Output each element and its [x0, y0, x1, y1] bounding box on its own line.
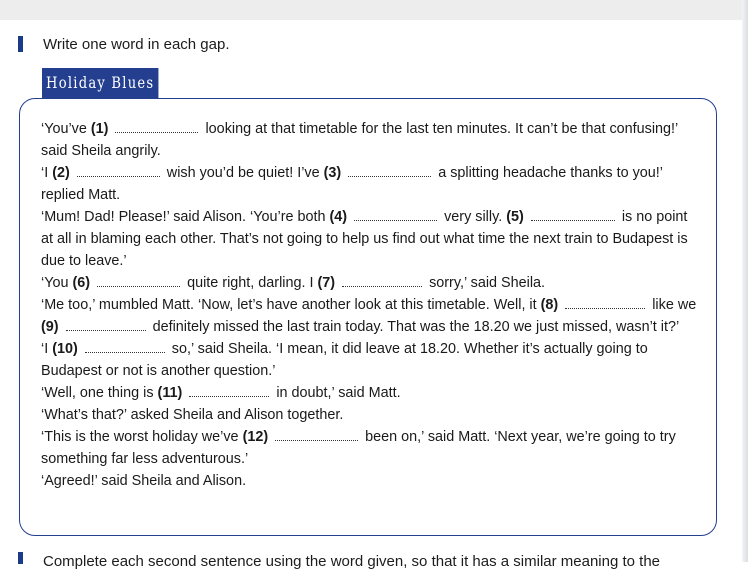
gap-number-5: (5): [506, 209, 524, 225]
story-text-run: a splitting headache thanks to you!’ replied Matt.: [41, 165, 663, 203]
gap-number-4: (4): [329, 209, 348, 225]
story-text-run: quite right, darling. I: [187, 275, 314, 291]
story-paragraph-2: [41, 162, 701, 206]
story-text-run: ‘Mum! Dad! Please!’ said Alison. ‘You’re both: [41, 209, 326, 225]
story-paragraph-9: [41, 426, 701, 470]
story-text-run: definitely missed the last train today. That was the 18.20 we just missed, wasn’t it?’: [152, 319, 680, 335]
gap-9-blank[interactable]: [66, 318, 146, 331]
story-text-run: ‘This is the worst holiday we’ve: [41, 429, 239, 445]
next-exercise-marker: [18, 552, 23, 564]
story-paragraph-5: [41, 294, 701, 338]
story-text-run: ‘You’ve: [41, 121, 87, 137]
gap-number-2: (2): [52, 165, 70, 181]
gap-7-blank[interactable]: [342, 274, 422, 287]
gap-11-blank[interactable]: [189, 384, 269, 397]
gap-number-8: (8): [540, 297, 559, 313]
gap-number-11: (11): [157, 385, 183, 401]
story-text: [41, 118, 701, 492]
instruction-marker: [18, 36, 23, 52]
story-text-run: so,’ said Sheila. ‘I mean, it did leave at 18.20. Whether it’s actually going to Budapest or not is another question.’: [41, 341, 648, 379]
story-paragraph-4: [41, 272, 701, 294]
gap-12-blank[interactable]: [275, 428, 358, 441]
story-text-run: looking at that timetable for the last ten minutes. It can’t be that confusing!’ said Sheila angrily.: [41, 121, 678, 159]
gap-5-blank[interactable]: [531, 208, 615, 221]
gap-number-10: (10): [52, 341, 78, 357]
gap-10-blank[interactable]: [85, 340, 165, 353]
story-paragraph-8: [41, 404, 701, 426]
gap-number-3: (3): [323, 165, 342, 181]
story-text-run: sorry,’ said Sheila.: [429, 275, 546, 291]
story-text-run: been on,’ said Matt. ‘Next year, we’re going to try something far less adventurous.’: [41, 429, 676, 467]
gap-1-blank[interactable]: [115, 120, 198, 133]
story-paragraph-10: [41, 470, 701, 492]
page-edge-shadow: [742, 0, 748, 562]
story-text-run: very silly.: [444, 209, 503, 225]
story-text-run: ‘Me too,’ mumbled Matt. ‘Now, let’s have another look at this timetable. Well, it: [41, 297, 537, 313]
gap-number-12: (12): [242, 429, 269, 445]
next-exercise-instruction: Complete each second sentence using the word given, so that it has a similar meaning to the: [43, 553, 661, 570]
gap-number-9: (9): [41, 319, 59, 335]
story-paragraph-1: [41, 118, 701, 162]
story-paragraph-6: [41, 338, 701, 382]
story-text-run: ‘I: [41, 341, 49, 357]
gap-4-blank[interactable]: [354, 208, 437, 221]
story-text-run: ‘I: [41, 165, 49, 181]
gap-6-blank[interactable]: [97, 274, 180, 287]
gap-number-6: (6): [72, 275, 91, 291]
story-text-run: ‘What’s that?’ asked Sheila and Alison together.: [41, 407, 344, 423]
instruction-text: Write one word in each gap.: [43, 36, 230, 53]
story-text-run: like we: [652, 297, 697, 313]
gap-8-blank[interactable]: [565, 296, 645, 309]
gap-2-blank[interactable]: [77, 164, 160, 177]
story-paragraph-3: [41, 206, 701, 272]
page-top-margin: [0, 0, 748, 20]
gap-number-1: (1): [90, 121, 109, 137]
story-text-run: ‘Well, one thing is: [41, 385, 154, 401]
story-paragraph-7: [41, 382, 701, 404]
story-text-run: ‘You: [41, 275, 69, 291]
story-title-tab: Holiday Blues: [42, 68, 158, 98]
gap-number-7: (7): [317, 275, 336, 291]
story-text-run: wish you’d be quiet! I’ve: [166, 165, 320, 181]
story-text-run: ‘Agreed!’ said Sheila and Alison.: [41, 473, 247, 489]
story-text-run: in doubt,’ said Matt.: [276, 385, 401, 401]
gap-3-blank[interactable]: [348, 164, 431, 177]
story-text-run: is no point at all in blaming each other. That’s not going to help us find out what time the next train to Budapest is due to leave.’: [41, 209, 688, 269]
